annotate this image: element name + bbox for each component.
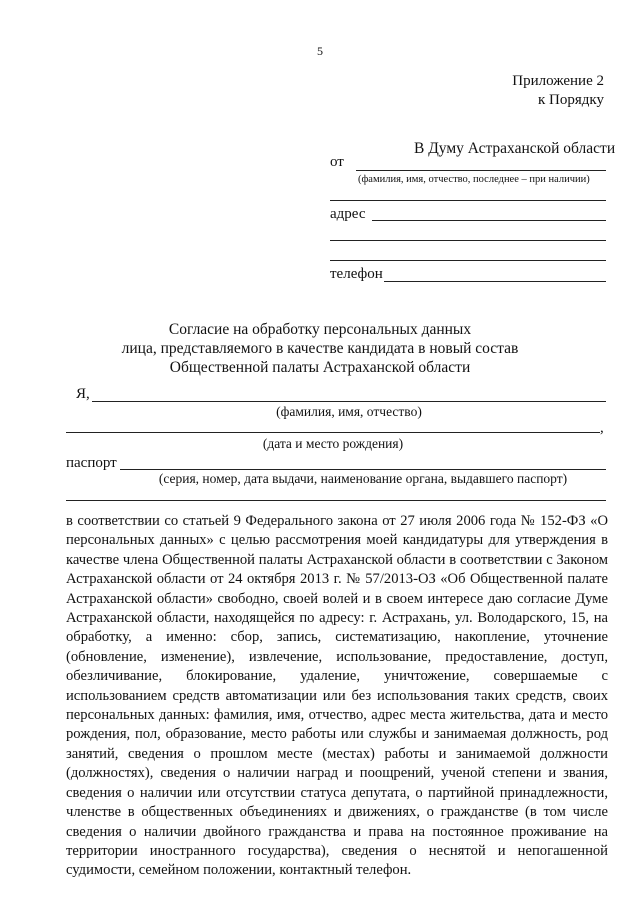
title-line-1: Согласие на обработку персональных данных	[168, 321, 472, 338]
appendix-line-1: Приложение 2	[512, 73, 604, 89]
from-hint: (фамилия, имя, отчество, последнее – при наличии)	[358, 174, 590, 185]
document-title	[0, 320, 640, 377]
passport-line[interactable]	[120, 469, 606, 470]
birth-comma: ,	[600, 420, 604, 436]
birth-hint: (дата и место рождения)	[262, 436, 404, 451]
i-label: Я,	[76, 386, 90, 402]
address-label: адрес	[330, 206, 366, 222]
passport-hint: (серия, номер, дата выдачи, наименование органа, выдавшего паспорт)	[158, 471, 568, 486]
name-line[interactable]	[92, 401, 606, 402]
phone-label: телефон	[330, 266, 383, 282]
from-line[interactable]	[356, 170, 606, 171]
phone-line[interactable]	[384, 281, 606, 282]
address-line-1[interactable]	[372, 220, 606, 221]
from-label: от	[330, 154, 344, 170]
name-hint: (фамилия, имя, отчество)	[276, 404, 422, 419]
passport-label: паспорт	[66, 455, 117, 471]
address-line-2[interactable]	[330, 240, 606, 241]
title-line-2: лица, представляемого в качестве кандидата в новый состав	[121, 340, 519, 357]
appendix-line-2: к Порядку	[538, 92, 604, 108]
consent-body-text: в соответствии со статьей 9 Федерального закона от 27 июля 2006 года № 152-ФЗ «О персональных данных» с целью рассмотрения моей кандидатуры для утверждения в качестве члена Общественной палаты Астраханской области в соответствии с Законом Астраханской области от 24 октября 2013 г. № 57/2013-ОЗ «Об Общественной палате Астраханской области» свободно, своей волей и в своем интересе даю согласие Думе Астраханской области, находящейся по адресу: г. Астрахань, ул. Володарского, 15, на обработку, а именно: сбор, запись, систематизацию, накопление, уточнение (обновление, изменение), извлечение, использование, предоставление, доступ, обезличивание, блокирование, удаление, уничтожение, совершаемые с использованием средств автоматизации или без использования таких средств, своих персональных данных: фамилия, имя, отчество, адрес места жительства, дата и место рождения, пол, образование, место работы или службы и занимаемая должность, род занятий, сведения о прошлом месте (местах) работы и занимаемой должности (должностях), сведения о наличии наград и поощрений, ученой степени и звания, сведения о наличии или отсутствии статуса депутата, о партийной принадлежности, членстве в общественных объединениях и движениях, о гражданстве (в том числе сведения о наличии двойного гражданства и права на постоянное проживание на территории иностранного государства), сведения о неснятой и непогашенной судимости, семейном положении, контактный телефон.	[66, 513, 608, 879]
passport-line-2[interactable]	[66, 500, 606, 501]
addressee: В Думу Астраханской области	[414, 140, 616, 157]
title-line-3: Общественной палаты Астраханской области	[169, 359, 471, 376]
from-line-2[interactable]	[330, 200, 606, 201]
birth-line[interactable]	[66, 432, 600, 433]
appendix-label	[512, 72, 604, 110]
page-number: 5	[317, 44, 323, 58]
address-line-3[interactable]	[330, 260, 606, 261]
